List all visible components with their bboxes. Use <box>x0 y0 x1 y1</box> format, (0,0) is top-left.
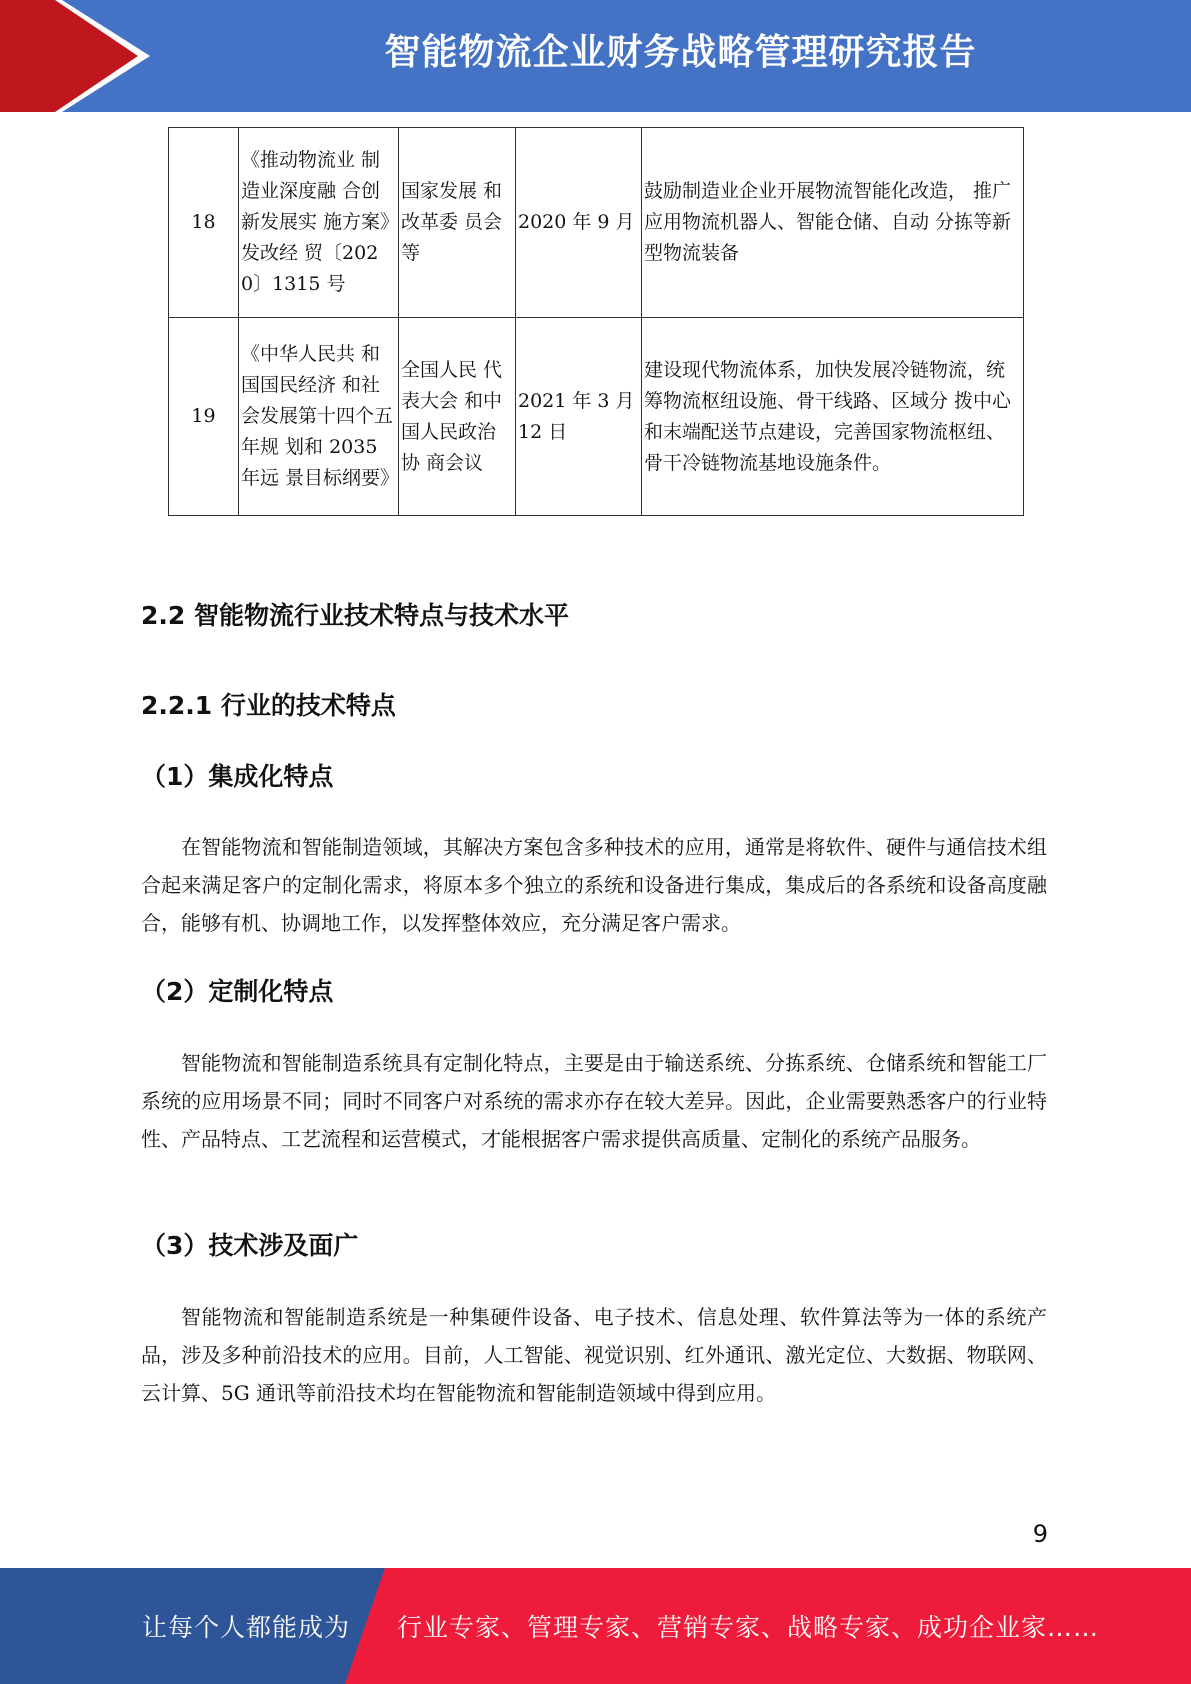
point-heading: （2）定制化特点 <box>141 977 334 1006</box>
table-row <box>169 128 1024 318</box>
policy-content: 鼓励制造业企业开展物流智能化改造， 推广应用物流机器人、智能仓储、自动 分拣等新型物流装备 <box>642 128 1024 318</box>
paragraph: 智能物流和智能制造系统是一种集硬件设备、电子技术、信息处理、软件算法等为一体的系统产品，涉及多种前沿技术的应用。目前，人工智能、视觉识别、红外通讯、激光定位、大数据、物联网、云计算、5G 通讯等前沿技术均在智能物流和智能制造领域中得到应用。 <box>141 1305 1047 1405</box>
page-number: 9 <box>1032 1520 1048 1548</box>
policy-issuer: 国家发展 和改革委 员会等 <box>399 128 516 318</box>
policy-name: 《推动物流业 制造业深度融 合创新发展实 施方案》发改经 贸〔2020〕1315 号 <box>239 128 399 318</box>
page-header <box>0 0 1191 112</box>
footer-slogan-right: 行业专家、管理专家、营销专家、战略专家、成功企业家…… <box>397 1613 1100 1642</box>
row-number: 19 <box>169 318 239 516</box>
report-title: 智能物流企业财务战略管理研究报告 <box>384 32 977 73</box>
policy-date: 2021 年 3 月 12 日 <box>516 318 642 516</box>
paragraph: 在智能物流和智能制造领域，其解决方案包含多种技术的应用，通常是将软件、硬件与通信技术组合起来满足客户的定制化需求，将原本多个独立的系统和设备进行集成，集成后的各系统和设备高度融合，能够有机、协调地工作，以发挥整体效应，充分满足客户需求。 <box>141 835 1047 935</box>
subsection-heading: 2.2.1 行业的技术特点 <box>141 691 396 720</box>
footer-slogan-left: 让每个人都能成为 <box>142 1613 351 1642</box>
policy-table <box>168 127 1024 516</box>
point-heading: （1）集成化特点 <box>141 762 334 791</box>
policy-issuer: 全国人民 代表大会 和中国人民政治协 商会议 <box>399 318 516 516</box>
section-heading: 2.2 智能物流行业技术特点与技术水平 <box>141 601 569 630</box>
page-footer <box>0 1568 1191 1684</box>
policy-name: 《中华人民共 和国国民经济 和社会发展第十四个五年规 划和 2035 年远 景目标纲要》 <box>239 318 399 516</box>
point-heading: （3）技术涉及面广 <box>141 1231 359 1260</box>
paragraph: 智能物流和智能制造系统具有定制化特点，主要是由于输送系统、分拣系统、仓储系统和智能工厂系统的应用场景不同；同时不同客户对系统的需求亦存在较大差异。因此，企业需要熟悉客户的行业特性、产品特点、工艺流程和运营模式，才能根据客户需求提供高质量、定制化的系统产品服务。 <box>141 1051 1047 1151</box>
table-row <box>169 318 1024 516</box>
policy-date: 2020 年 9 月 <box>516 128 642 318</box>
policy-content: 建设现代物流体系，加快发展冷链物流，统筹物流枢纽设施、骨干线路、区域分 拨中心和末端配送节点建设，完善国家物流枢纽、骨干冷链物流基地设施条件。 <box>642 318 1024 516</box>
row-number: 18 <box>169 128 239 318</box>
